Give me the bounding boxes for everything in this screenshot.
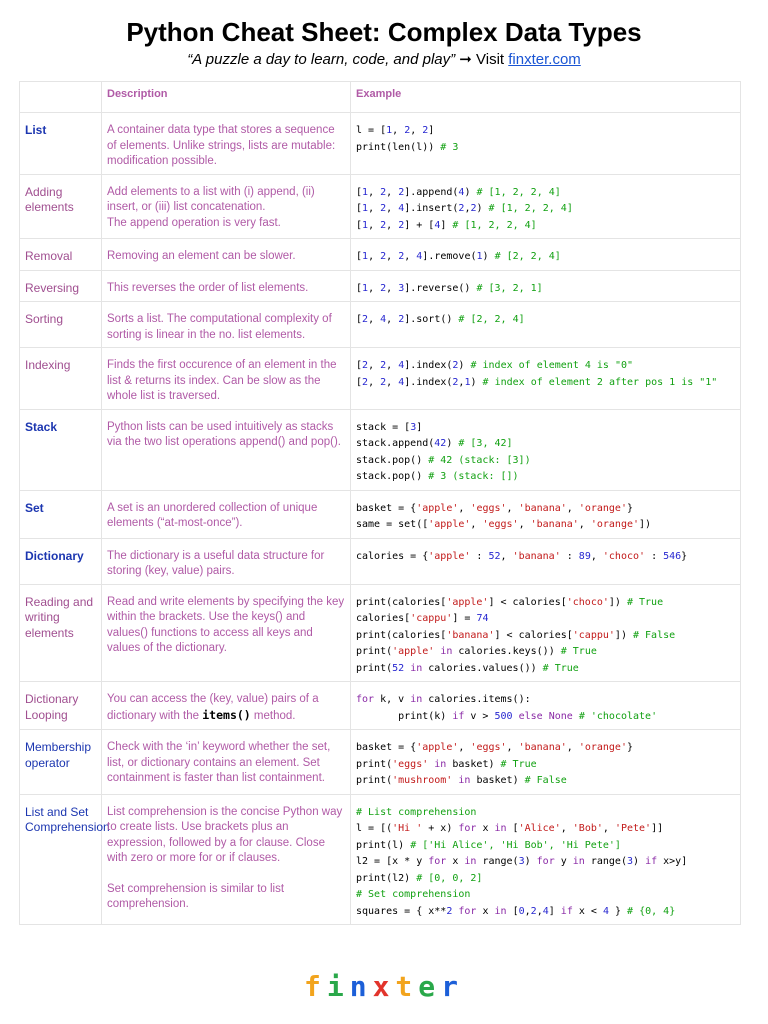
row-description — [102, 174, 351, 239]
logo-letter: e — [418, 970, 442, 1003]
description-paragraph: List comprehension is the concise Python way to create lists. Use brackets plus an expression, followed by a for clause. Close with zero or more for or if clauses. — [107, 805, 343, 864]
description-paragraph: Check with the ‘in’ keyword whether the set, list, or dictionary contains an element. Set containment is faster than list containment. — [107, 741, 331, 784]
finxter-link[interactable]: finxter.com — [508, 51, 581, 68]
logo-letter: i — [326, 970, 350, 1003]
logo-letter: r — [441, 970, 464, 1003]
table-row — [20, 409, 741, 490]
finxter-logo — [0, 970, 768, 1003]
row-code-example: basket = {'apple', 'eggs', 'banana', 'orange'} print('eggs' in basket) # True print('mushroom' in basket) # False — [351, 730, 741, 795]
logo-letter: n — [349, 970, 373, 1003]
row-description — [102, 490, 351, 538]
header-example: Example — [351, 82, 741, 113]
row-code-example: # List comprehension l = [('Hi ' + x) for x in ['Alice', 'Bob', 'Pete']] print(l) # ['Hi Alice', 'Hi Bob', 'Hi Pete'] l2 = [x * y for x in range(3) for y in range(3) if x>y] print(l2) # [0, 0, 2] # Set comprehension squares = { x**2 for x in [0,2,4] if x < 4 } # {0, 4} — [351, 794, 741, 925]
subtitle-visit: ➞ Visit — [455, 51, 509, 68]
row-description — [102, 239, 351, 271]
description-paragraph: A set is an unordered collection of unique elements (“at-most-once”). — [107, 501, 318, 529]
row-code-example: l = [1, 2, 2] print(len(l)) # 3 — [351, 113, 741, 175]
row-code-example: [2, 4, 2].sort() # [2, 2, 4] — [351, 302, 741, 348]
table-row — [20, 730, 741, 795]
description-paragraph: Finds the first occurence of an element in the list & returns its index. Can be slow as the whole list is traversed. — [107, 359, 337, 402]
row-name: Dictionary Looping — [20, 682, 102, 730]
row-description — [102, 730, 351, 795]
logo-letter: f — [303, 970, 327, 1003]
description-paragraph: Set comprehension is similar to list comprehension. — [107, 882, 285, 910]
row-name: List and Set Comprehension — [20, 794, 102, 925]
row-name: Adding elements — [20, 174, 102, 239]
row-code-example: for k, v in calories.items(): print(k) if v > 500 else None # 'chocolate' — [351, 682, 741, 730]
description-paragraph: Removing an element can be slower. — [107, 250, 296, 262]
table-row — [20, 113, 741, 175]
row-description — [102, 584, 351, 682]
table-row — [20, 490, 741, 538]
subtitle-quote: “A puzzle a day to learn, code, and play” — [187, 51, 456, 68]
row-description — [102, 302, 351, 348]
row-name: List — [20, 113, 102, 175]
row-code-example: [2, 2, 4].index(2) # index of element 4 is "0" [2, 2, 4].index(2,1) # index of element 2 after pos 1 is "1" — [351, 348, 741, 410]
row-description — [102, 348, 351, 410]
table-row — [20, 302, 741, 348]
row-code-example: print(calories['apple'] < calories['choco']) # True calories['cappu'] = 74 print(calories['banana'] < calories['cappu']) # False print('apple' in calories.keys()) # True print(52 in calories.values()) # True — [351, 584, 741, 682]
description-paragraph: Python lists can be used intuitively as stacks via the two list operations append() and pop(). — [107, 420, 341, 448]
logo-letter: t — [395, 970, 419, 1003]
row-name: Set — [20, 490, 102, 538]
row-code-example: [1, 2, 2].append(4) # [1, 2, 2, 4] [1, 2, 4].insert(2,2) # [1, 2, 2, 4] [1, 2, 2] + [4] # [1, 2, 2, 4] — [351, 174, 741, 239]
row-name: Dictionary — [20, 538, 102, 584]
row-description — [102, 409, 351, 490]
row-code-example: [1, 2, 3].reverse() # [3, 2, 1] — [351, 270, 741, 302]
header-name-cell — [20, 82, 102, 113]
table-row — [20, 270, 741, 302]
cheat-sheet-table — [19, 81, 741, 925]
description-paragraph: Read and write elements by specifying the key within the brackets. Use the keys() and values() functions to access all keys and values of the dictionary. — [107, 595, 345, 654]
table-row — [20, 538, 741, 584]
table-row — [20, 348, 741, 410]
header-description: Description — [102, 82, 351, 113]
row-description — [102, 270, 351, 302]
page-title: Python Cheat Sheet: Complex Data Types — [126, 17, 642, 47]
description-code: items() — [202, 707, 251, 722]
row-name: Reversing — [20, 270, 102, 302]
description-paragraph: Sorts a list. The computational complexity of sorting is linear in the no. list elements. — [107, 313, 332, 341]
description-paragraph: This reverses the order of list elements. — [107, 281, 309, 294]
row-description — [102, 538, 351, 584]
table-row — [20, 794, 741, 925]
row-name: Membership operator — [20, 730, 102, 795]
row-name: Removal — [20, 239, 102, 271]
row-name: Indexing — [20, 348, 102, 410]
description-paragraph: The append operation is very fast. — [107, 216, 281, 229]
description-paragraph: The dictionary is a useful data structure for storing (key, value) pairs. — [107, 549, 325, 577]
row-description — [102, 794, 351, 925]
table-row — [20, 239, 741, 271]
description-text: method. — [250, 709, 296, 722]
row-name: Stack — [20, 409, 102, 490]
description-paragraph: Add elements to a list with (i) append, (ii) insert, or (iii) list concatenation. — [107, 185, 315, 213]
table-row — [20, 682, 741, 730]
description-paragraph: A container data type that stores a sequence of elements. Unlike strings, lists are mutable: modification possible. — [107, 124, 336, 167]
row-name: Reading and writing elements — [20, 584, 102, 682]
table-header-row — [20, 82, 741, 113]
row-code-example: stack = [3] stack.append(42) # [3, 42] stack.pop() # 42 (stack: [3]) stack.pop() # 3 (stack: []) — [351, 409, 741, 490]
row-description — [102, 682, 351, 730]
row-name: Sorting — [20, 302, 102, 348]
table-row — [20, 174, 741, 239]
row-code-example: [1, 2, 2, 4].remove(1) # [2, 2, 4] — [351, 239, 741, 271]
row-code-example: basket = {'apple', 'eggs', 'banana', 'orange'} same = set(['apple', 'eggs', 'banana', 'orange']) — [351, 490, 741, 538]
description-text: You can access the (key, value) pairs of a dictionary with the — [107, 693, 319, 722]
page-subtitle — [0, 50, 768, 70]
row-code-example: calories = {'apple' : 52, 'banana' : 89, 'choco' : 546} — [351, 538, 741, 584]
logo-letter: x — [372, 970, 396, 1003]
table-row — [20, 584, 741, 682]
row-description — [102, 113, 351, 175]
